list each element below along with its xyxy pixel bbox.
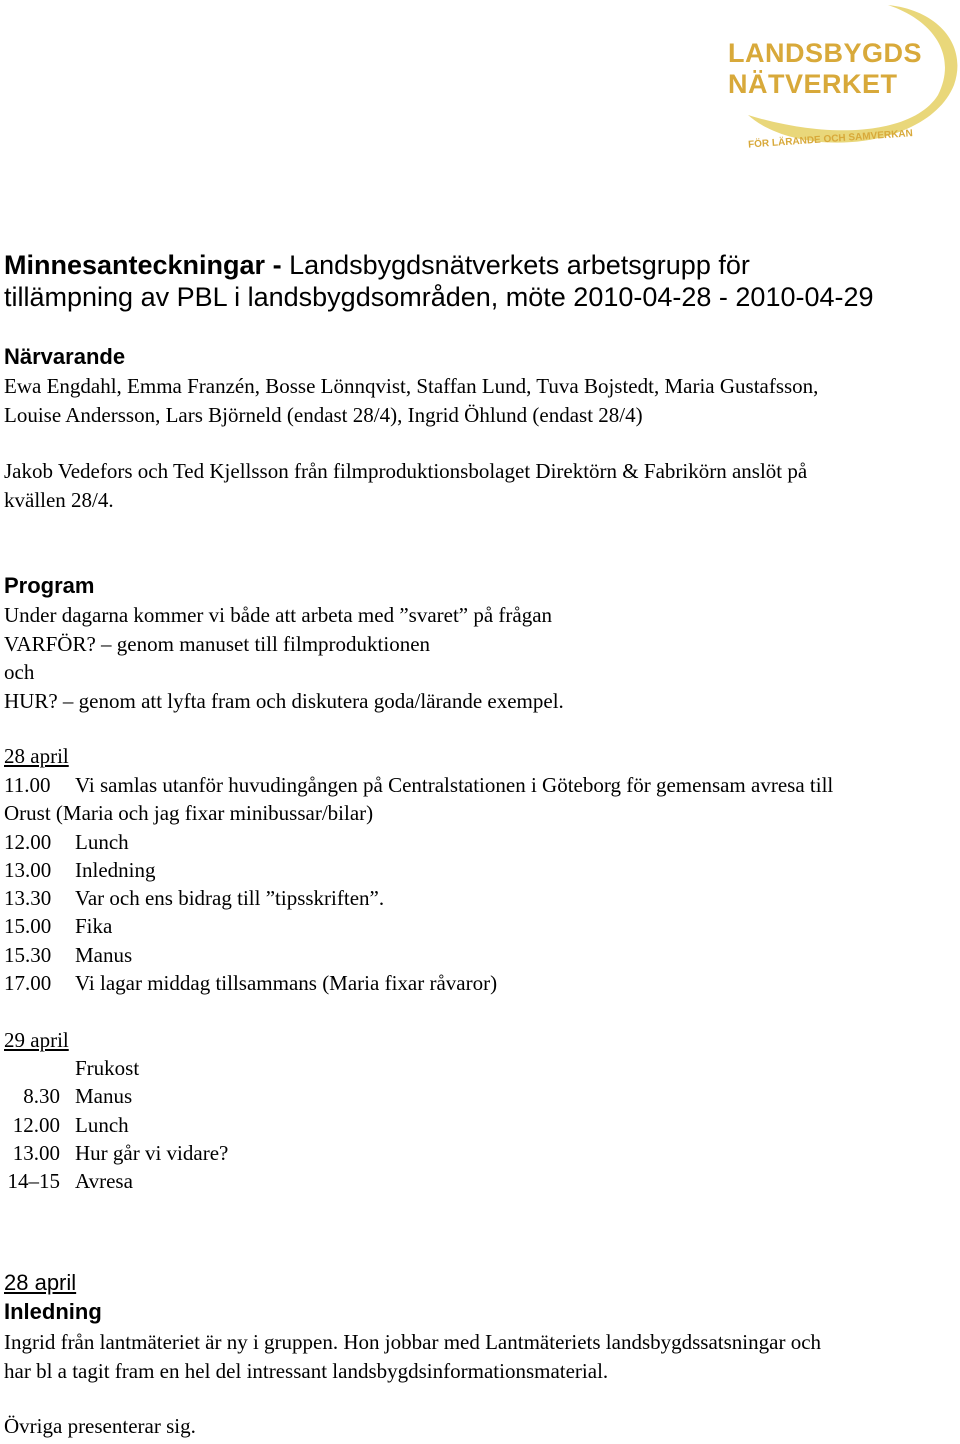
- page-title: [4, 249, 874, 313]
- day1-label: 28 april: [4, 744, 69, 768]
- schedule-row: [4, 969, 833, 997]
- narvarande-extra: [4, 457, 807, 514]
- schedule-text: Fika: [75, 914, 113, 939]
- title-bold: Minnesanteckningar -: [4, 250, 290, 280]
- schedule-row: [4, 828, 833, 856]
- narvarande-extra-line1: Jakob Vedefors och Ted Kjellsson från filmproduktionsbolaget Direktörn & Fabrikörn anslöt på: [4, 459, 808, 483]
- schedule-time: 12.00: [12, 1112, 60, 1137]
- narvarande-extra-line2: kvällen 28/4.: [4, 487, 114, 512]
- program-line3: och: [4, 660, 35, 684]
- schedule-text: Manus: [75, 1084, 133, 1109]
- schedule-time: 15.30: [4, 942, 52, 967]
- program-text: [4, 601, 564, 715]
- section-line1: Ingrid från lantmäteriet är ny i gruppen. Hon jobbar med Lantmäteriets landsbygdssatsningar och: [4, 1330, 822, 1354]
- schedule-text: Manus: [75, 942, 133, 967]
- schedule-row: [4, 1111, 228, 1139]
- schedule-time: 17.00: [4, 971, 52, 996]
- schedule-text: Inledning: [75, 857, 156, 882]
- schedule-text: Avresa: [75, 1169, 133, 1194]
- schedule-row: [4, 912, 833, 940]
- schedule-row: [4, 771, 833, 799]
- logo-line2: NÄTVERKET: [728, 69, 898, 99]
- title-rest: Landsbygdsnätverkets arbetsgrupp för: [289, 250, 750, 280]
- day2-label: 29 april: [4, 1028, 69, 1052]
- narvarande-line1: Ewa Engdahl, Emma Franzén, Bosse Lönnqvist, Staffan Lund, Tuva Bojstedt, Maria Gustafsson,: [4, 374, 819, 398]
- schedule-text: Lunch: [75, 829, 129, 854]
- program-line4: HUR? – genom att lyfta fram och diskutera goda/lärande exempel.: [4, 688, 564, 713]
- schedule-time: 13.00: [4, 857, 52, 882]
- section-heading: Inledning: [4, 1299, 102, 1324]
- schedule-text: Lunch: [75, 1112, 129, 1137]
- schedule-row-cont: Orust (Maria och jag fixar minibussar/bilar): [4, 801, 374, 826]
- program-line2: VARFÖR? – genom manuset till filmproduktionen: [4, 631, 431, 656]
- narvarande-list: [4, 372, 818, 429]
- schedule-time: 14–15: [7, 1169, 60, 1194]
- program-line1: Under dagarna kommer vi både att arbeta med ”svaret” på frågan: [4, 603, 553, 627]
- day2-schedule: [4, 1054, 228, 1195]
- schedule-time: 8.30: [23, 1084, 60, 1109]
- schedule-time: 15.00: [4, 914, 52, 939]
- title-line2: tillämpning av PBL i landsbygdsområden, möte 2010-04-28 - 2010-04-29: [4, 282, 874, 312]
- program-heading: Program: [4, 573, 95, 598]
- narvarande-heading: Närvarande: [4, 344, 126, 369]
- schedule-text: Vi samlas utanför huvudingången på Centralstationen i Göteborg för gemensam avresa till: [75, 773, 834, 797]
- schedule-text: Var och ens bidrag till ”tipsskriften”.: [75, 886, 385, 911]
- day1-schedule: [4, 771, 833, 997]
- narvarande-line2: Louise Andersson, Lars Björneld (endast 28/4), Ingrid Öhlund (endast 28/4): [4, 402, 643, 427]
- schedule-row: [4, 941, 833, 969]
- schedule-row: [4, 1054, 228, 1082]
- section-body: [4, 1328, 821, 1385]
- schedule-text: Hur går vi vidare?: [75, 1140, 229, 1165]
- schedule-text: Vi lagar middag tillsammans (Maria fixar råvaror): [75, 971, 498, 996]
- logo-tagline: FÖR LÄRANDE OCH SAMVERKAN: [747, 128, 914, 151]
- landsbygdsnatverket-logo: [718, 0, 960, 160]
- schedule-row: [4, 856, 833, 884]
- schedule-time: 12.00: [4, 829, 52, 854]
- schedule-time: 13.30: [4, 886, 52, 911]
- schedule-text: Frukost: [75, 1056, 140, 1080]
- section-line2: har bl a tagit fram en hel del intressant landsbygdsinformationsmaterial.: [4, 1358, 609, 1383]
- schedule-row: [4, 1082, 228, 1110]
- schedule-row: [4, 884, 833, 912]
- schedule-row: [4, 1139, 228, 1167]
- section-date: 28 april: [4, 1270, 77, 1295]
- schedule-time: 13.00: [12, 1140, 60, 1165]
- schedule-time: 11.00: [4, 773, 51, 797]
- logo-line1: LANDSBYGDS: [728, 38, 923, 68]
- section-line3: Övriga presenterar sig.: [4, 1414, 196, 1438]
- schedule-row: [4, 1167, 228, 1195]
